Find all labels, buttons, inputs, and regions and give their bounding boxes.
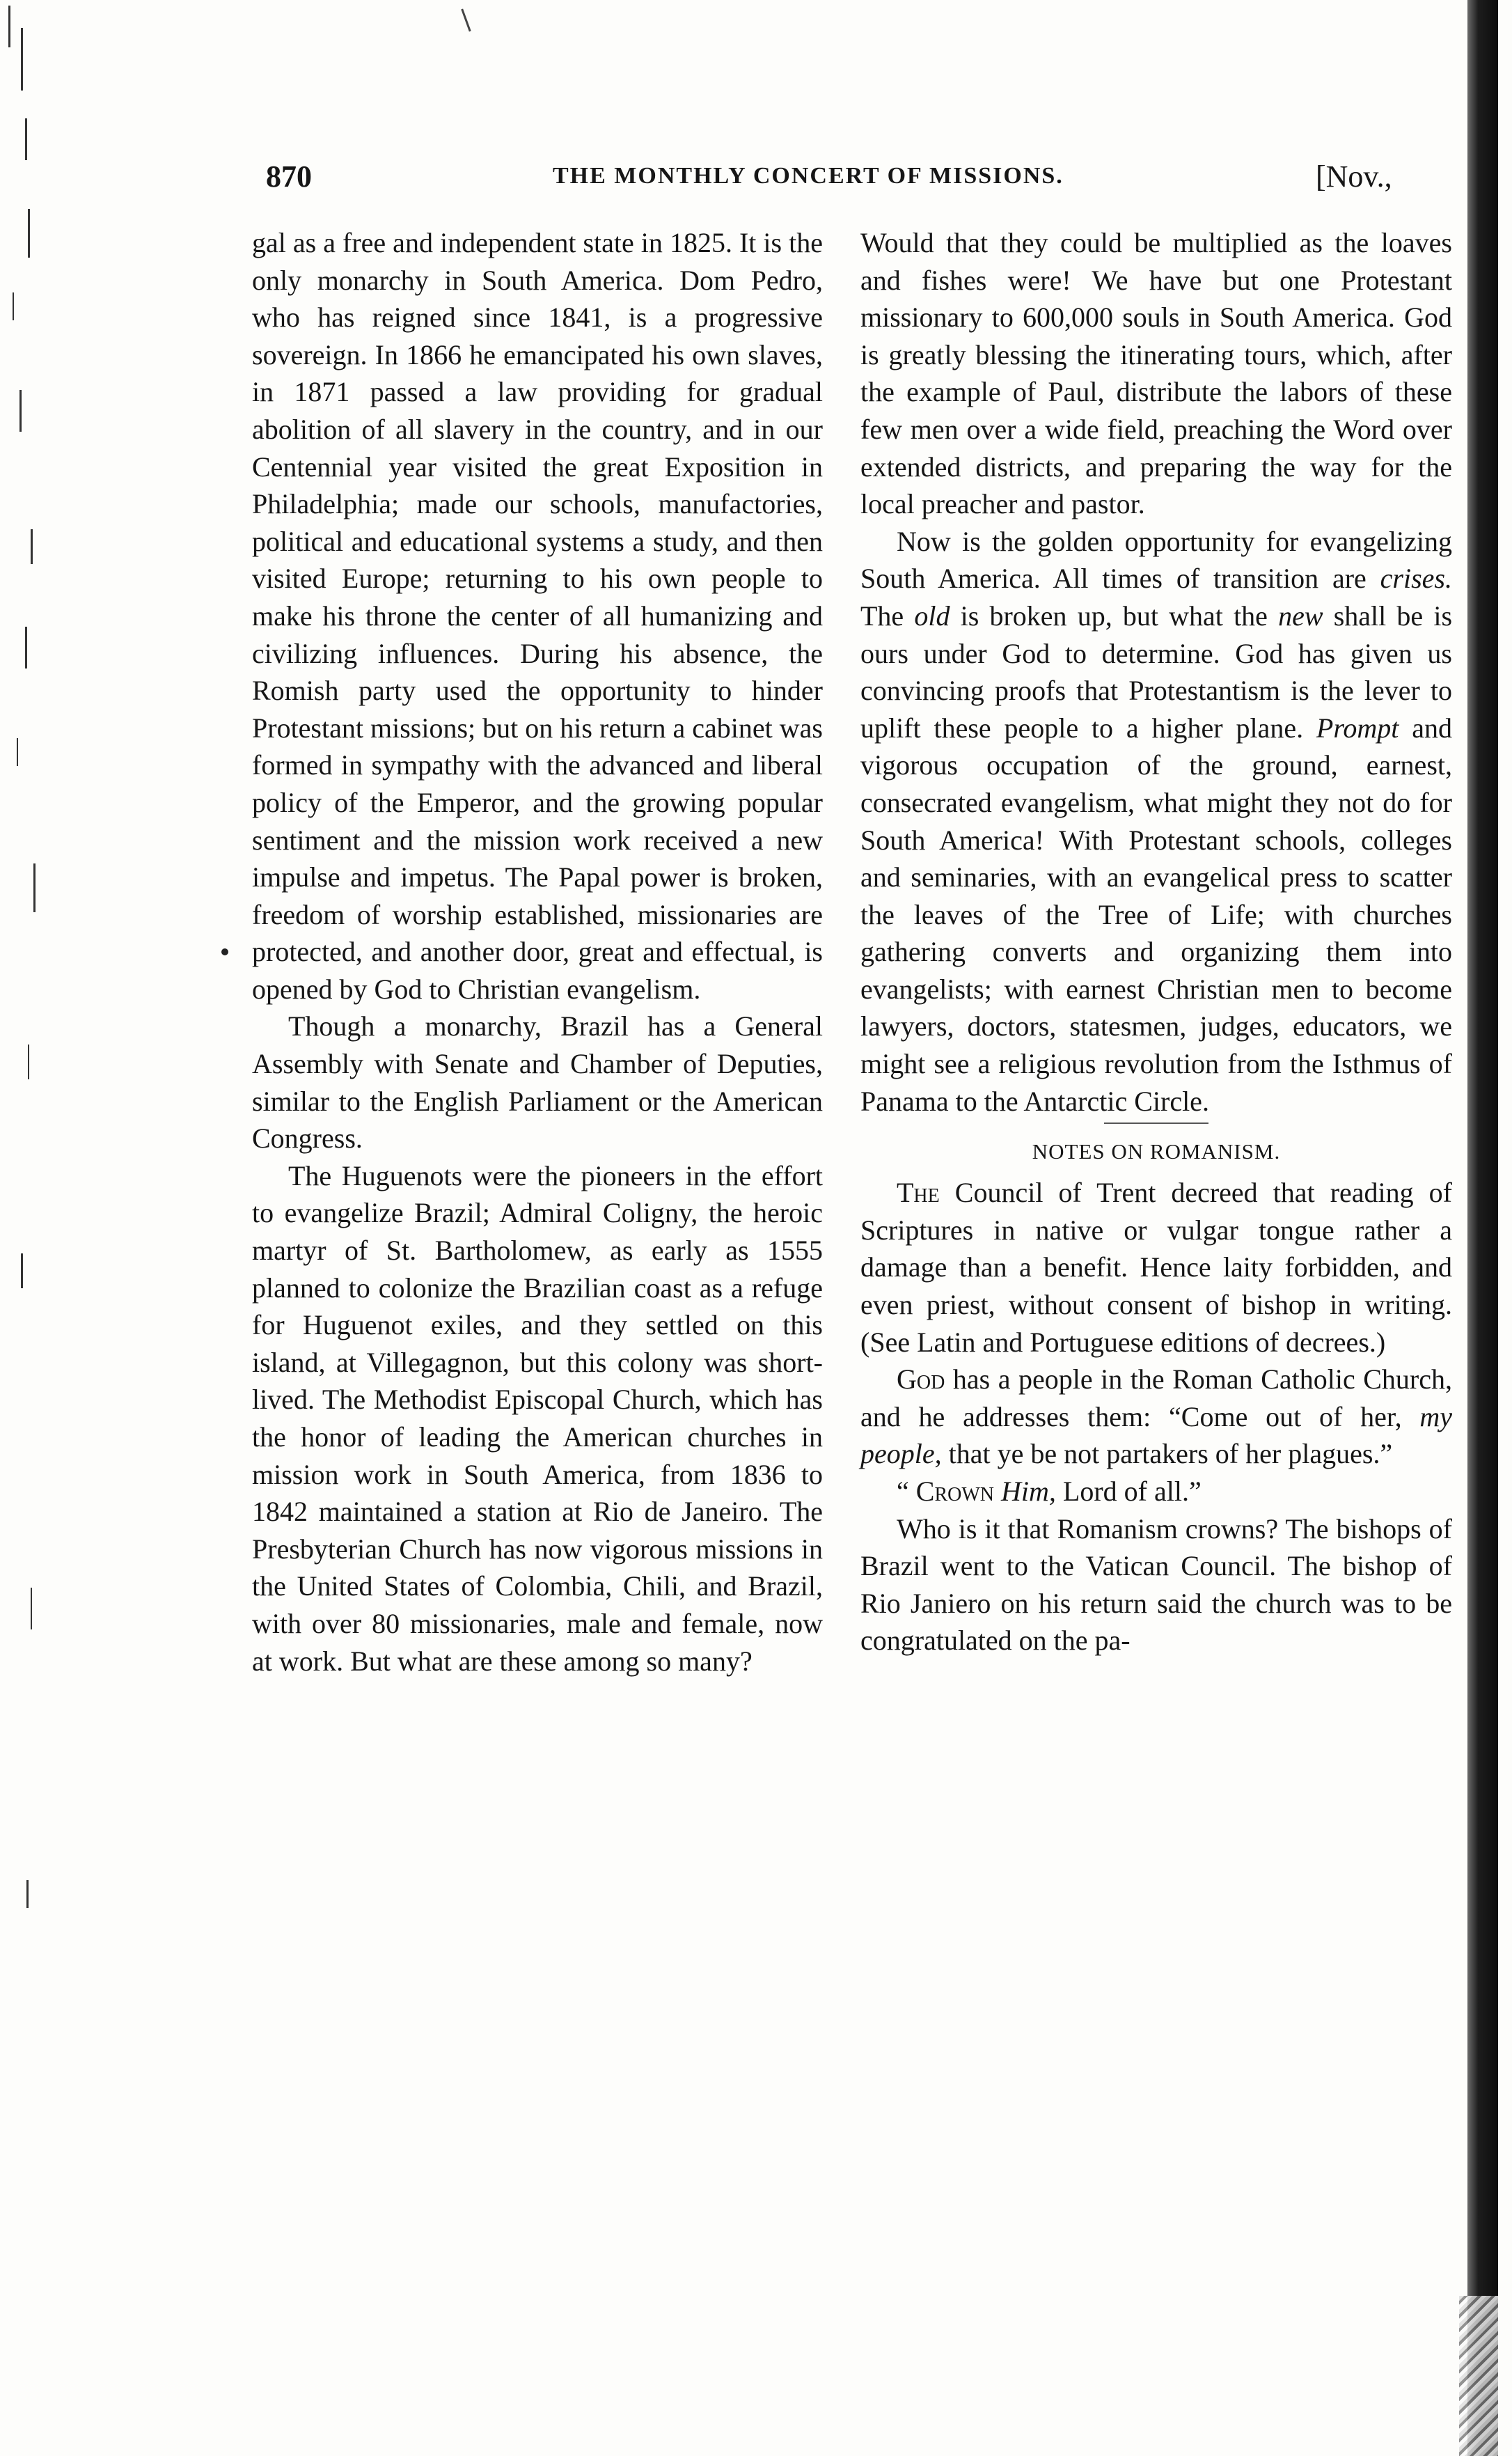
left-column: [252, 224, 823, 1680]
paragraph-multiplied: Would that they could be multiplied as the loaves and fishes were! We have but one Protestant missionary to 600,000 souls in South America. God is greatly blessing the itinerating tours, which, after the example of Paul, distribute the labors of these few men over a wide field, preaching the Word over extended districts, and preparing the way for the local preacher and pastor.: [860, 227, 1452, 520]
text-span: “: [897, 1476, 916, 1507]
left-margin-specks: [0, 0, 49, 2456]
italic-new: new: [1278, 600, 1323, 632]
book-binding-edge: [1467, 0, 1498, 2456]
text-span: shall be is ours under God to determine. God has given us convincing proofs that Protestantism is the lever to uplift these people to a higher plane.: [860, 600, 1453, 744]
paragraph-dom-pedro: gal as a free and independent state in 1825. It is the only monarchy in South America. Dom Pedro, who has reigned since 1841, is a progressive sovereign. In 1866 he emancipated his own slaves, in 1871 passed a law providing for gradual abolition of all slavery in the country, and in our Centennial year visited the great Exposition in Philadelphia; made our schools, manufactories, political and educational systems a study, and then visited Europe; returning to his own people to make his throne the center of all humanizing and civilizing influences. During his absence, the Romish party used the opportunity to hinder Protestant missions; but on his return a cabinet was formed in sympathy with the advanced and liberal policy of the Emperor, and the growing popular sentiment and the mission work received a new impulse and impetus. The Papal power is broken, freedom of worship established, missionaries are protected, and another door, great and effectual, is opened by God to Christian evangelism.: [252, 227, 823, 1005]
right-column: [860, 224, 1452, 1659]
text-span: [994, 1476, 1001, 1507]
text-span: Council of Trent decreed that reading of Scriptures in native or vulgar tongue rather a damage than a benefit. Hence laity forbidden, and even priest, without consent of bishop in writing. (See Latin and Portuguese editions of decrees.): [860, 1177, 1452, 1358]
note-crown-him: [860, 1473, 1452, 1510]
text-span: Lord of all.”: [1055, 1476, 1202, 1507]
italic-my-people: my people,: [860, 1400, 1452, 1470]
text-span: that ye be not partakers of her plagues.”: [941, 1438, 1393, 1470]
paragraph-huguenots: The Huguenots were the pioneers in the effort to evangelize Brazil; Admiral Coligny, the heroic martyr of St. Bartholomew, as early as 1555 planned to colonize the Brazilian coast as a refuge for Huguenot exiles, and they settled on this island, at Villegagnon, but this colony was short-lived. The Methodist Episcopal Church, which has the honor of leading the American churches in mission work in South America, from 1836 to 1842 maintained a station at Rio de Janeiro. The Presbyterian Church has now vigorous missions in the United States of Colombia, Chili, and Brazil, with over 80 missionaries, male and female, now at work. But what are these among so many?: [252, 1159, 823, 1677]
section-rule: [1104, 1123, 1208, 1124]
note-who-is-it: Who is it that Romanism crowns? The bishops of Brazil went to the Vatican Council. The bishop of Rio Janiero on his return said the church was to be congratulated on the pa-: [860, 1512, 1452, 1657]
note-council-of-trent: [860, 1174, 1452, 1361]
paragraph-golden-opportunity: [860, 523, 1452, 1120]
italic-old: old: [914, 600, 950, 632]
notes-heading: NOTES ON ROMANISM.: [1032, 1139, 1281, 1164]
text-span: Now is the golden opportunity for evangelizing South America. All times of transition are: [860, 525, 1452, 595]
note-lead-word: Crown: [915, 1476, 994, 1507]
top-margin-mark: [461, 9, 471, 32]
running-title: THE MONTHLY CONCERT OF MISSIONS.: [553, 163, 1064, 189]
note-lead-word: The: [897, 1177, 940, 1209]
text-span: is broken up, but what the: [950, 600, 1279, 632]
binding-edge-stain: [1459, 2296, 1498, 2456]
page-number: 870: [266, 159, 312, 194]
note-lead-word: God: [897, 1363, 945, 1395]
note-god-has-a-people: [860, 1361, 1452, 1473]
italic-crises: crises.: [1380, 563, 1452, 595]
running-month: [Nov.,: [1316, 159, 1392, 194]
text-span: and vigorous occupation of the ground, earnest, consecrated evangelism, what might they not do for South America! With Protestant schools, colleges and seminaries, with an evangelical press to scatter the leaves of the Tree of Life; with churches gathering converts and organizing them into evangelists; with earnest Christian men to become lawyers, doctors, statesmen, judges, educators, we might see a religious revolution from the Isthmus of Panama to the Antarctic Circle.: [860, 712, 1452, 1117]
italic-prompt: Prompt: [1316, 712, 1399, 744]
margin-bullet: [221, 948, 228, 955]
text-span: The: [860, 600, 915, 632]
running-header: [266, 159, 1463, 208]
paragraph-general-assembly: Though a monarchy, Brazil has a General Assembly with Senate and Chamber of Deputies, similar to the English Parliament or the American Congress.: [252, 1010, 823, 1155]
italic-him: Him,: [1001, 1476, 1056, 1507]
text-span: has a people in the Roman Catholic Church, and he addresses them: “Come out of her,: [860, 1363, 1452, 1432]
